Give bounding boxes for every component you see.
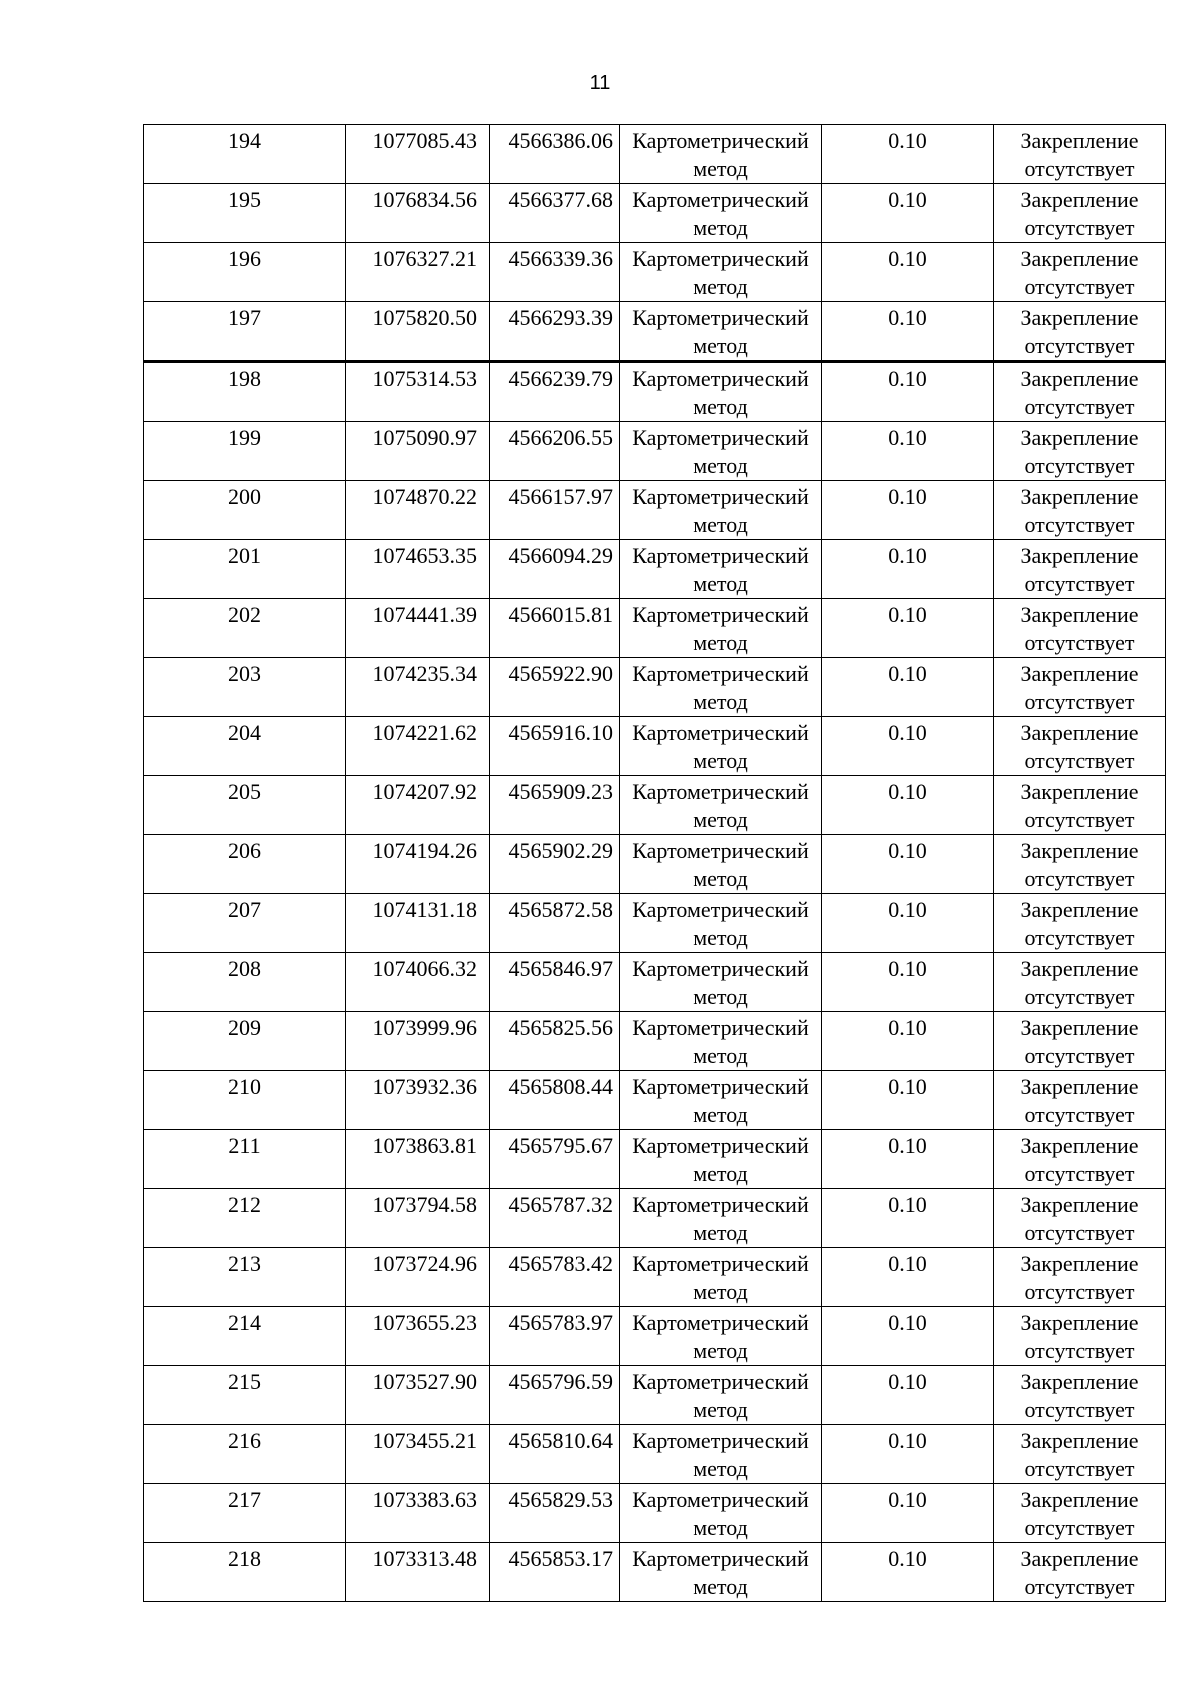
method-cell xyxy=(620,125,822,184)
fixing-cell-line: Закрепление xyxy=(1020,128,1139,153)
method-cell xyxy=(620,1366,822,1425)
method-cell-line: метод xyxy=(693,1043,748,1068)
fixing-cell xyxy=(994,835,1166,894)
method-cell-line: Картометрический xyxy=(632,1487,809,1512)
method-cell-line: метод xyxy=(693,1574,748,1599)
point-number-cell: 212 xyxy=(144,1189,346,1248)
error-cell: 0.10 xyxy=(822,1071,994,1130)
method-cell xyxy=(620,776,822,835)
fixing-cell xyxy=(994,243,1166,302)
method-cell-line: метод xyxy=(693,274,748,299)
method-cell-line: метод xyxy=(693,1279,748,1304)
y-coordinate-cell: 4565846.97 xyxy=(490,953,620,1012)
method-cell-line: Картометрический xyxy=(632,543,809,568)
table-row xyxy=(144,717,1166,776)
method-cell xyxy=(620,362,822,422)
method-cell xyxy=(620,184,822,243)
table-row xyxy=(144,1425,1166,1484)
y-coordinate-cell: 4565909.23 xyxy=(490,776,620,835)
table-row xyxy=(144,1366,1166,1425)
fixing-cell xyxy=(994,1484,1166,1543)
method-cell xyxy=(620,1012,822,1071)
method-cell xyxy=(620,1248,822,1307)
method-cell xyxy=(620,658,822,717)
fixing-cell-line: Закрепление xyxy=(1020,484,1139,509)
fixing-cell-line: отсутствует xyxy=(1024,1397,1135,1422)
method-cell-line: метод xyxy=(693,394,748,419)
error-cell: 0.10 xyxy=(822,1012,994,1071)
fixing-cell-line: Закрепление xyxy=(1020,1310,1139,1335)
fixing-cell xyxy=(994,1366,1166,1425)
y-coordinate-cell: 4566377.68 xyxy=(490,184,620,243)
method-cell xyxy=(620,1484,822,1543)
fixing-cell xyxy=(994,125,1166,184)
x-coordinate-cell: 1073863.81 xyxy=(346,1130,490,1189)
method-cell xyxy=(620,1543,822,1602)
fixing-cell xyxy=(994,1130,1166,1189)
method-cell-line: Картометрический xyxy=(632,1133,809,1158)
point-number-cell: 218 xyxy=(144,1543,346,1602)
y-coordinate-cell: 4566239.79 xyxy=(490,362,620,422)
fixing-cell xyxy=(994,1248,1166,1307)
point-number-cell: 207 xyxy=(144,894,346,953)
table-row xyxy=(144,1307,1166,1366)
error-cell: 0.10 xyxy=(822,1307,994,1366)
method-cell xyxy=(620,422,822,481)
x-coordinate-cell: 1074235.34 xyxy=(346,658,490,717)
fixing-cell xyxy=(994,599,1166,658)
y-coordinate-cell: 4566386.06 xyxy=(490,125,620,184)
point-number-cell: 195 xyxy=(144,184,346,243)
x-coordinate-cell: 1073932.36 xyxy=(346,1071,490,1130)
error-cell: 0.10 xyxy=(822,1130,994,1189)
point-number-cell: 216 xyxy=(144,1425,346,1484)
fixing-cell-line: Закрепление xyxy=(1020,1487,1139,1512)
fixing-cell xyxy=(994,302,1166,362)
error-cell: 0.10 xyxy=(822,362,994,422)
method-cell-line: Картометрический xyxy=(632,602,809,627)
table-row xyxy=(144,599,1166,658)
fixing-cell xyxy=(994,717,1166,776)
fixing-cell-line: отсутствует xyxy=(1024,1102,1135,1127)
fixing-cell-line: отсутствует xyxy=(1024,984,1135,1009)
fixing-cell-line: отсутствует xyxy=(1024,748,1135,773)
x-coordinate-cell: 1073794.58 xyxy=(346,1189,490,1248)
x-coordinate-cell: 1073999.96 xyxy=(346,1012,490,1071)
method-cell-line: Картометрический xyxy=(632,779,809,804)
y-coordinate-cell: 4565922.90 xyxy=(490,658,620,717)
fixing-cell xyxy=(994,1012,1166,1071)
x-coordinate-cell: 1074131.18 xyxy=(346,894,490,953)
fixing-cell-line: Закрепление xyxy=(1020,1015,1139,1040)
error-cell: 0.10 xyxy=(822,302,994,362)
fixing-cell-line: Закрепление xyxy=(1020,956,1139,981)
point-number-cell: 203 xyxy=(144,658,346,717)
coordinates-table xyxy=(143,124,1166,1602)
fixing-cell xyxy=(994,481,1166,540)
fixing-cell-line: Закрепление xyxy=(1020,1192,1139,1217)
fixing-cell-line: отсутствует xyxy=(1024,453,1135,478)
table-row xyxy=(144,835,1166,894)
fixing-cell-line: Закрепление xyxy=(1020,425,1139,450)
point-number-cell: 202 xyxy=(144,599,346,658)
error-cell: 0.10 xyxy=(822,1425,994,1484)
method-cell-line: метод xyxy=(693,807,748,832)
method-cell-line: метод xyxy=(693,984,748,1009)
fixing-cell-line: отсутствует xyxy=(1024,156,1135,181)
fixing-cell-line: Закрепление xyxy=(1020,366,1139,391)
fixing-cell-line: Закрепление xyxy=(1020,602,1139,627)
y-coordinate-cell: 4565872.58 xyxy=(490,894,620,953)
fixing-cell xyxy=(994,776,1166,835)
coordinates-table-body xyxy=(144,125,1166,1602)
point-number-cell: 198 xyxy=(144,362,346,422)
method-cell-line: метод xyxy=(693,748,748,773)
method-cell-line: метод xyxy=(693,156,748,181)
fixing-cell-line: Закрепление xyxy=(1020,838,1139,863)
fixing-cell-line: отсутствует xyxy=(1024,1574,1135,1599)
error-cell: 0.10 xyxy=(822,658,994,717)
error-cell: 0.10 xyxy=(822,1189,994,1248)
method-cell-line: Картометрический xyxy=(632,1546,809,1571)
point-number-cell: 206 xyxy=(144,835,346,894)
table-row xyxy=(144,422,1166,481)
y-coordinate-cell: 4565808.44 xyxy=(490,1071,620,1130)
table-row xyxy=(144,894,1166,953)
method-cell-line: Картометрический xyxy=(632,128,809,153)
y-coordinate-cell: 4566157.97 xyxy=(490,481,620,540)
error-cell: 0.10 xyxy=(822,422,994,481)
point-number-cell: 215 xyxy=(144,1366,346,1425)
method-cell-line: Картометрический xyxy=(632,305,809,330)
method-cell-line: метод xyxy=(693,630,748,655)
method-cell-line: метод xyxy=(693,1220,748,1245)
method-cell-line: Картометрический xyxy=(632,1369,809,1394)
method-cell-line: Картометрический xyxy=(632,1015,809,1040)
fixing-cell-line: отсутствует xyxy=(1024,925,1135,950)
fixing-cell-line: отсутствует xyxy=(1024,274,1135,299)
method-cell-line: метод xyxy=(693,571,748,596)
method-cell-line: Картометрический xyxy=(632,661,809,686)
error-cell: 0.10 xyxy=(822,125,994,184)
fixing-cell-line: отсутствует xyxy=(1024,333,1135,358)
fixing-cell-line: отсутствует xyxy=(1024,866,1135,891)
x-coordinate-cell: 1077085.43 xyxy=(346,125,490,184)
method-cell-line: метод xyxy=(693,1102,748,1127)
y-coordinate-cell: 4566293.39 xyxy=(490,302,620,362)
table-row xyxy=(144,1012,1166,1071)
fixing-cell-line: Закрепление xyxy=(1020,661,1139,686)
error-cell: 0.10 xyxy=(822,1366,994,1425)
table-row xyxy=(144,1130,1166,1189)
method-cell xyxy=(620,717,822,776)
fixing-cell-line: Закрепление xyxy=(1020,720,1139,745)
fixing-cell xyxy=(994,422,1166,481)
method-cell-line: метод xyxy=(693,1397,748,1422)
error-cell: 0.10 xyxy=(822,243,994,302)
point-number-cell: 196 xyxy=(144,243,346,302)
method-cell-line: метод xyxy=(693,453,748,478)
method-cell-line: Картометрический xyxy=(632,1074,809,1099)
fixing-cell-line: отсутствует xyxy=(1024,807,1135,832)
y-coordinate-cell: 4566206.55 xyxy=(490,422,620,481)
fixing-cell xyxy=(994,953,1166,1012)
table-row xyxy=(144,1071,1166,1130)
table-row xyxy=(144,1484,1166,1543)
fixing-cell-line: Закрепление xyxy=(1020,246,1139,271)
point-number-cell: 214 xyxy=(144,1307,346,1366)
point-number-cell: 208 xyxy=(144,953,346,1012)
fixing-cell-line: отсутствует xyxy=(1024,630,1135,655)
fixing-cell xyxy=(994,1071,1166,1130)
x-coordinate-cell: 1073455.21 xyxy=(346,1425,490,1484)
x-coordinate-cell: 1073724.96 xyxy=(346,1248,490,1307)
table-row xyxy=(144,184,1166,243)
point-number-cell: 200 xyxy=(144,481,346,540)
x-coordinate-cell: 1073313.48 xyxy=(346,1543,490,1602)
fixing-cell-line: Закрепление xyxy=(1020,1369,1139,1394)
x-coordinate-cell: 1074441.39 xyxy=(346,599,490,658)
fixing-cell xyxy=(994,1307,1166,1366)
method-cell-line: метод xyxy=(693,1338,748,1363)
error-cell: 0.10 xyxy=(822,1484,994,1543)
fixing-cell xyxy=(994,658,1166,717)
table-row xyxy=(144,540,1166,599)
point-number-cell: 197 xyxy=(144,302,346,362)
x-coordinate-cell: 1074207.92 xyxy=(346,776,490,835)
table-row xyxy=(144,1543,1166,1602)
method-cell xyxy=(620,302,822,362)
fixing-cell xyxy=(994,540,1166,599)
method-cell-line: метод xyxy=(693,1161,748,1186)
method-cell xyxy=(620,540,822,599)
x-coordinate-cell: 1074066.32 xyxy=(346,953,490,1012)
point-number-cell: 205 xyxy=(144,776,346,835)
error-cell: 0.10 xyxy=(822,835,994,894)
y-coordinate-cell: 4566094.29 xyxy=(490,540,620,599)
point-number-cell: 213 xyxy=(144,1248,346,1307)
table-row xyxy=(144,481,1166,540)
method-cell-line: Картометрический xyxy=(632,956,809,981)
method-cell-line: Картометрический xyxy=(632,1192,809,1217)
point-number-cell: 211 xyxy=(144,1130,346,1189)
method-cell-line: метод xyxy=(693,866,748,891)
method-cell-line: Картометрический xyxy=(632,897,809,922)
error-cell: 0.10 xyxy=(822,184,994,243)
error-cell: 0.10 xyxy=(822,717,994,776)
x-coordinate-cell: 1074221.62 xyxy=(346,717,490,776)
table-row xyxy=(144,658,1166,717)
fixing-cell-line: Закрепление xyxy=(1020,305,1139,330)
method-cell xyxy=(620,1130,822,1189)
y-coordinate-cell: 4565829.53 xyxy=(490,1484,620,1543)
method-cell xyxy=(620,835,822,894)
fixing-cell-line: отсутствует xyxy=(1024,1279,1135,1304)
x-coordinate-cell: 1076834.56 xyxy=(346,184,490,243)
point-number-cell: 204 xyxy=(144,717,346,776)
x-coordinate-cell: 1073527.90 xyxy=(346,1366,490,1425)
method-cell-line: Картометрический xyxy=(632,1310,809,1335)
method-cell-line: метод xyxy=(693,689,748,714)
x-coordinate-cell: 1073655.23 xyxy=(346,1307,490,1366)
method-cell xyxy=(620,953,822,1012)
point-number-cell: 201 xyxy=(144,540,346,599)
fixing-cell-line: Закрепление xyxy=(1020,187,1139,212)
x-coordinate-cell: 1074870.22 xyxy=(346,481,490,540)
fixing-cell-line: Закрепление xyxy=(1020,1074,1139,1099)
x-coordinate-cell: 1073383.63 xyxy=(346,1484,490,1543)
method-cell-line: Картометрический xyxy=(632,366,809,391)
method-cell-line: метод xyxy=(693,512,748,537)
fixing-cell-line: Закрепление xyxy=(1020,897,1139,922)
table-row xyxy=(144,1248,1166,1307)
table-row xyxy=(144,776,1166,835)
y-coordinate-cell: 4565810.64 xyxy=(490,1425,620,1484)
x-coordinate-cell: 1074653.35 xyxy=(346,540,490,599)
method-cell-line: метод xyxy=(693,215,748,240)
y-coordinate-cell: 4566015.81 xyxy=(490,599,620,658)
point-number-cell: 194 xyxy=(144,125,346,184)
fixing-cell xyxy=(994,1543,1166,1602)
fixing-cell-line: Закрепление xyxy=(1020,779,1139,804)
error-cell: 0.10 xyxy=(822,1248,994,1307)
error-cell: 0.10 xyxy=(822,599,994,658)
fixing-cell-line: Закрепление xyxy=(1020,543,1139,568)
method-cell-line: метод xyxy=(693,925,748,950)
fixing-cell-line: Закрепление xyxy=(1020,1428,1139,1453)
method-cell xyxy=(620,481,822,540)
table-row xyxy=(144,1189,1166,1248)
y-coordinate-cell: 4565902.29 xyxy=(490,835,620,894)
method-cell-line: метод xyxy=(693,333,748,358)
method-cell xyxy=(620,1071,822,1130)
method-cell xyxy=(620,1425,822,1484)
error-cell: 0.10 xyxy=(822,953,994,1012)
method-cell xyxy=(620,1307,822,1366)
fixing-cell xyxy=(994,362,1166,422)
fixing-cell-line: отсутствует xyxy=(1024,512,1135,537)
x-coordinate-cell: 1076327.21 xyxy=(346,243,490,302)
x-coordinate-cell: 1075090.97 xyxy=(346,422,490,481)
x-coordinate-cell: 1075820.50 xyxy=(346,302,490,362)
point-number-cell: 217 xyxy=(144,1484,346,1543)
table-row xyxy=(144,953,1166,1012)
x-coordinate-cell: 1074194.26 xyxy=(346,835,490,894)
method-cell xyxy=(620,599,822,658)
fixing-cell-line: отсутствует xyxy=(1024,1043,1135,1068)
fixing-cell xyxy=(994,1425,1166,1484)
fixing-cell-line: Закрепление xyxy=(1020,1133,1139,1158)
method-cell xyxy=(620,243,822,302)
table-row xyxy=(144,125,1166,184)
method-cell-line: Картометрический xyxy=(632,484,809,509)
point-number-cell: 209 xyxy=(144,1012,346,1071)
method-cell-line: Картометрический xyxy=(632,425,809,450)
method-cell xyxy=(620,1189,822,1248)
y-coordinate-cell: 4565853.17 xyxy=(490,1543,620,1602)
error-cell: 0.10 xyxy=(822,540,994,599)
method-cell-line: Картометрический xyxy=(632,1428,809,1453)
y-coordinate-cell: 4565783.97 xyxy=(490,1307,620,1366)
fixing-cell-line: отсутствует xyxy=(1024,1220,1135,1245)
table-row xyxy=(144,302,1166,362)
method-cell-line: метод xyxy=(693,1456,748,1481)
fixing-cell-line: Закрепление xyxy=(1020,1546,1139,1571)
fixing-cell-line: отсутствует xyxy=(1024,1338,1135,1363)
method-cell xyxy=(620,894,822,953)
page-number: 11 xyxy=(589,72,611,94)
fixing-cell-line: отсутствует xyxy=(1024,571,1135,596)
fixing-cell xyxy=(994,894,1166,953)
fixing-cell-line: Закрепление xyxy=(1020,1251,1139,1276)
method-cell-line: Картометрический xyxy=(632,246,809,271)
fixing-cell-line: отсутствует xyxy=(1024,394,1135,419)
fixing-cell-line: отсутствует xyxy=(1024,689,1135,714)
y-coordinate-cell: 4565783.42 xyxy=(490,1248,620,1307)
y-coordinate-cell: 4566339.36 xyxy=(490,243,620,302)
table-row xyxy=(144,243,1166,302)
method-cell-line: Картометрический xyxy=(632,838,809,863)
fixing-cell xyxy=(994,184,1166,243)
point-number-cell: 199 xyxy=(144,422,346,481)
method-cell-line: метод xyxy=(693,1515,748,1540)
method-cell-line: Картометрический xyxy=(632,187,809,212)
point-number-cell: 210 xyxy=(144,1071,346,1130)
fixing-cell-line: отсутствует xyxy=(1024,1161,1135,1186)
fixing-cell xyxy=(994,1189,1166,1248)
method-cell-line: Картометрический xyxy=(632,720,809,745)
fixing-cell-line: отсутствует xyxy=(1024,1515,1135,1540)
y-coordinate-cell: 4565795.67 xyxy=(490,1130,620,1189)
error-cell: 0.10 xyxy=(822,776,994,835)
error-cell: 0.10 xyxy=(822,894,994,953)
x-coordinate-cell: 1075314.53 xyxy=(346,362,490,422)
error-cell: 0.10 xyxy=(822,1543,994,1602)
y-coordinate-cell: 4565796.59 xyxy=(490,1366,620,1425)
y-coordinate-cell: 4565787.32 xyxy=(490,1189,620,1248)
y-coordinate-cell: 4565916.10 xyxy=(490,717,620,776)
fixing-cell-line: отсутствует xyxy=(1024,215,1135,240)
table-row xyxy=(144,362,1166,422)
method-cell-line: Картометрический xyxy=(632,1251,809,1276)
error-cell: 0.10 xyxy=(822,481,994,540)
fixing-cell-line: отсутствует xyxy=(1024,1456,1135,1481)
y-coordinate-cell: 4565825.56 xyxy=(490,1012,620,1071)
